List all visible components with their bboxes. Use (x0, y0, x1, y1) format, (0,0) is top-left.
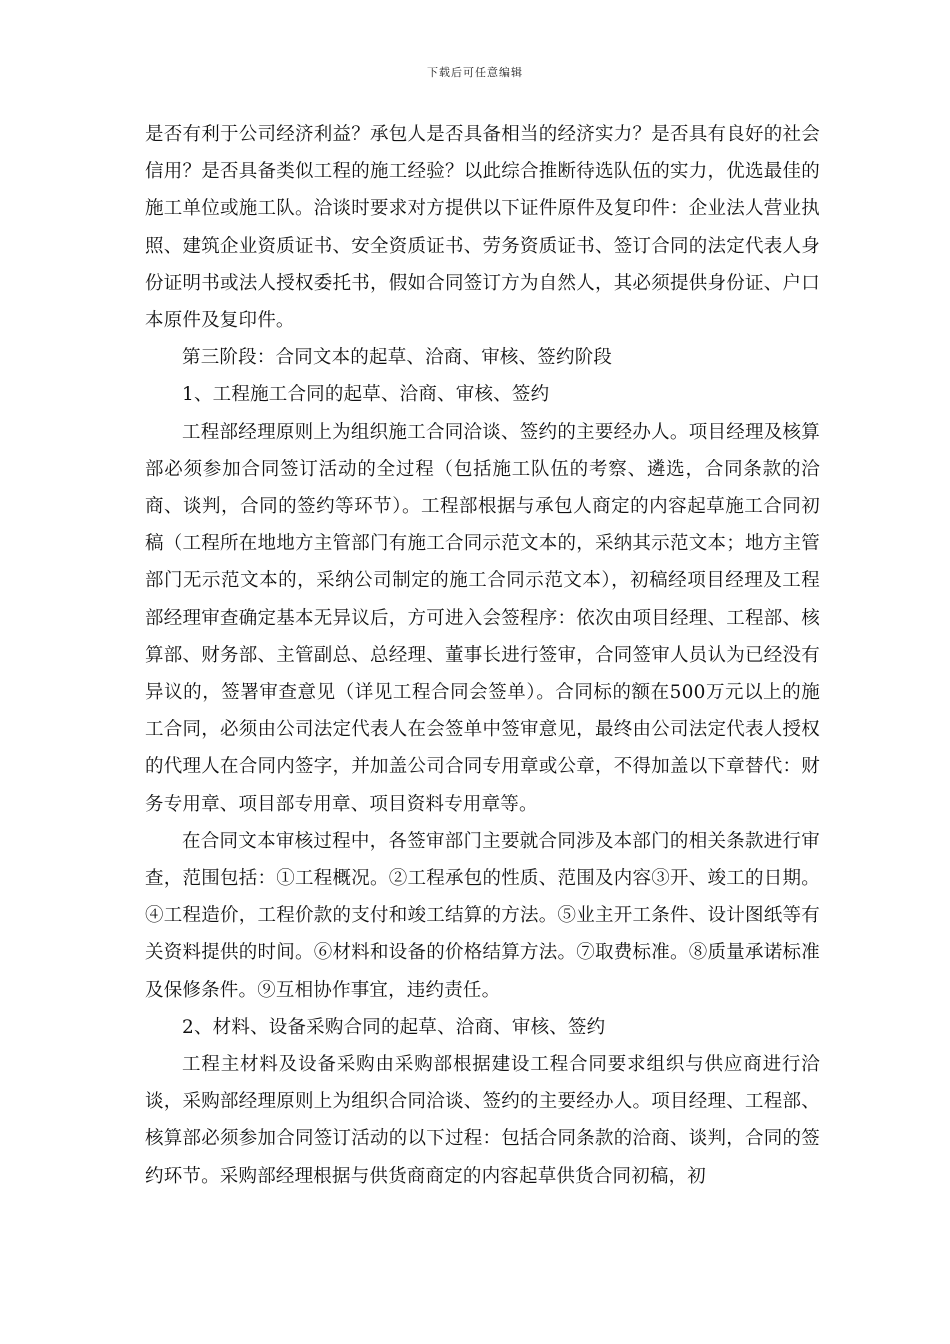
heading-procurement-contract: 2、材料、设备采购合同的起草、洽商、审核、签约 (182, 1016, 606, 1038)
paragraph-contractor-evaluation: 是否有利于公司经济利益？承包人是否具备相当的经济实力？是否具有良好的社会信用？是否具备类似工程的施工经验？以此综合推断待选队伍的实力，优选最佳的施工单位或施工队。洽谈时要求对方提供以下证件原件及复印件：企业法人营业执照、建筑企业资质证书、安全资质证书、劳务资质证书、签订合同的法定代表人身份证明书或法人授权委托书，假如合同签订方为自然人，其必须提供身份证、户口本原件及复印件。 (145, 124, 820, 332)
paragraph-review-scope: 在合同文本审核过程中，各签审部门主要就合同涉及本部门的相关条款进行审查，范围包括：①工程概况。②工程承包的性质、范围及内容③开、竣工的日期。④工程造价，工程价款的支付和竣工结算的方法。⑤业主开工条件、设计图纸等有关资料提供的时间。⑥材料和设备的价格结算方法。⑦取费标准。⑧质量承诺标准及保修条件。⑨互相协作事宜，违约责任。 (145, 830, 820, 1001)
heading-construction-contract: 1、工程施工合同的起草、洽商、审核、签约 (182, 384, 550, 406)
page-header: 下载后可任意编辑 (427, 66, 523, 79)
heading-stage-three: 第三阶段：合同文本的起草、洽商、审核、签约阶段 (182, 347, 613, 369)
document-body (145, 116, 820, 1195)
paragraph-construction-contract-process: 工程部经理原则上为组织施工合同洽谈、签约的主要经办人。项目经理及核算部必须参加合同签订活动的全过程（包括施工队伍的考察、遴选，合同条款的洽商、谈判，合同的签约等环节）。工程部根据与承包人商定的内容起草施工合同初稿（工程所在地地方主管部门有施工合同示范文本的，采纳其示范文本；地方主管部门无示范文本的，采纳公司制定的施工合同示范文本），初稿经项目经理及工程部经理审查确定基本无异议后，方可进入会签程序：依次由项目经理、工程部、核算部、财务部、主管副总、总经理、董事长进行签审，合同签审人员认为已经没有异议的，签署审查意见（详见工程合同会签单）。合同标的额在500万元以上的施工合同，必须由公司法定代表人在会签单中签审意见，最终由公司法定代表人授权的代理人在合同内签字，并加盖公司合同专用章或公章，不得加盖以下章替代：财务专用章、项目部专用章、项目资料专用章等。 (145, 421, 820, 815)
paragraph-procurement-process: 工程主材料及设备采购由采购部根据建设工程合同要求组织与供应商进行洽谈，采购部经理原则上为组织合同洽谈、签约的主要经办人。项目经理、工程部、核算部必须参加合同签订活动的以下过程：包括合同条款的洽商、谈判，合同的签约环节。采购部经理根据与供货商商定的内容起草供货合同初稿，初 (145, 1054, 820, 1187)
